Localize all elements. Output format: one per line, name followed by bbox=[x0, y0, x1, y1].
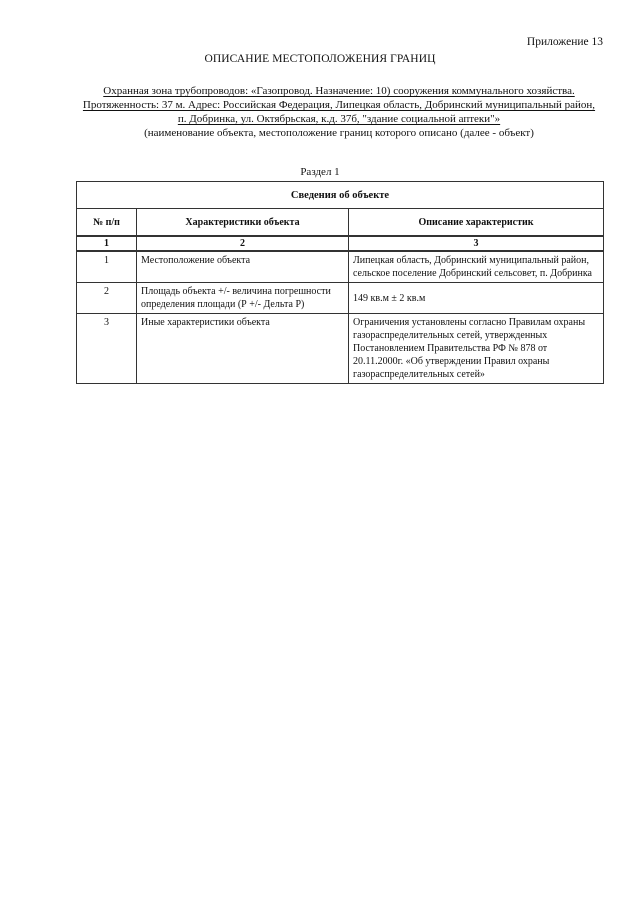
column-number: 1 bbox=[77, 236, 137, 251]
table-row bbox=[77, 251, 604, 283]
header-description: Описание характеристик bbox=[349, 209, 604, 237]
object-description-block bbox=[78, 84, 600, 140]
column-number: 2 bbox=[137, 236, 349, 251]
table-header-row bbox=[77, 209, 604, 237]
row-description: Ограничения установлены согласно Правилам охраны газораспределительных сетей, утвержденных Постановлением Правительства РФ № 878 от 20.11.2000г. «Об утверждении Правил охраны газораспределительных сетей» bbox=[349, 314, 604, 384]
table-caption-row bbox=[77, 182, 604, 209]
object-info-table bbox=[76, 181, 604, 384]
row-description: Липецкая область, Добринский муниципальный район, сельское поселение Добринский сельсовет, п. Добринка bbox=[349, 251, 604, 283]
column-number-row bbox=[77, 236, 604, 251]
row-characteristic: Местоположение объекта bbox=[137, 251, 349, 283]
row-number: 3 bbox=[77, 314, 137, 384]
object-description: Охранная зона трубопроводов: «Газопровод. Назначение: 10) сооружения коммунального хозяйства. Протяженность: 37 м. Адрес: Российская Федерация, Липецкая область, Добринский муниципальный район, п. Добринка, ул. Октябрьская, к.д. 37б, "здание социальной аптеки"» bbox=[82, 85, 596, 125]
table-row bbox=[77, 283, 604, 314]
row-characteristic: Площадь объекта +/- величина погрешности определения площади (Р +/- Дельта Р) bbox=[137, 283, 349, 314]
section-title: Раздел 1 bbox=[300, 166, 340, 178]
table-row bbox=[77, 314, 604, 384]
header-num: № п/п bbox=[77, 209, 137, 237]
row-description: 149 кв.м ± 2 кв.м bbox=[349, 283, 604, 314]
row-number: 1 bbox=[77, 251, 137, 283]
header-characteristic: Характеристики объекта bbox=[137, 209, 349, 237]
document-title: ОПИСАНИЕ МЕСТОПОЛОЖЕНИЯ ГРАНИЦ bbox=[204, 53, 436, 65]
row-number: 2 bbox=[77, 283, 137, 314]
table-caption: Сведения об объекте bbox=[77, 182, 604, 209]
row-characteristic: Иные характеристики объекта bbox=[137, 314, 349, 384]
appendix-label: Приложение 13 bbox=[526, 36, 603, 48]
column-number: 3 bbox=[349, 236, 604, 251]
object-description-note: (наименование объекта, местоположение границ которого описано (далее - объект) bbox=[144, 127, 534, 139]
